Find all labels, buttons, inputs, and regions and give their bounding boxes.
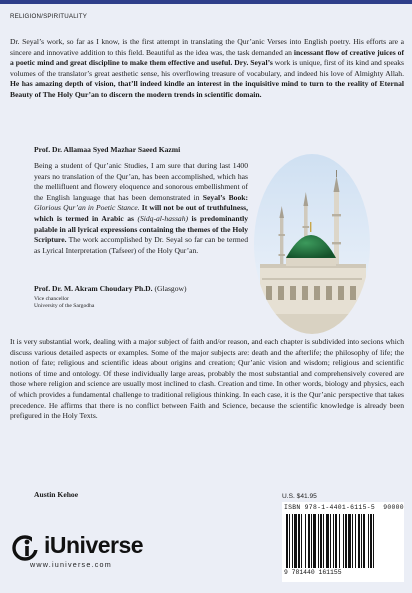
review1-bold-b: He has amazing depth of vision, that’ll indeed kindle an interest in the inquisitive mind to turn to the reality of Eternal Beauty of The Holy Qur’an to discern the modern trends in scientific domain. [10, 79, 404, 99]
isbn-barcode [282, 502, 404, 582]
review1-bold-a: incessant flow of creative juices of a poetic mind and great discipline to make them effective and useful. Dry. Seyal’s [10, 47, 405, 68]
review-paragraph-2 [34, 161, 248, 256]
top-accent-rule [0, 0, 412, 4]
reviewer-2-degree: (Glasgow) [152, 284, 187, 293]
reviewer-3-name: Austin Kehoe [34, 490, 79, 499]
isbn-addon: 90000 [383, 504, 404, 511]
publisher-url[interactable]: www.iuniverse.com [30, 560, 112, 569]
barcode-digits: 9 781440 161155 [284, 569, 342, 576]
review1-text-a: Dr. Seyal’s work, so far as I know, is the first attempt in translating the Qur’anic Verses into English poetry. His efforts are a sincere and innovative addition to this field. Beautiful as the idea was, the task demanded an [10, 37, 404, 57]
review2-bold-a: Seyal’s Book: [202, 192, 248, 202]
review1-text-b: work is unique, first of its kind and speaks volumes of the translator’s great aesthetic sense, his overflowing treasure of vocabulary, and indeed his love of Almighty Allah. [10, 58, 404, 78]
isbn-text [284, 504, 404, 511]
isbn-number: ISBN 978-1-4401-6115-5 [284, 504, 375, 511]
reviewer-1-credit: Prof. Dr. Allamaa Syed Mazhar Saeed Kazmi [34, 145, 181, 154]
review2-bold-b: It will not be out of truthfulness, which is termed in Arabic as [34, 203, 248, 223]
review2-bold-c: is predominantly palable in all lyrical expressions containing the themes of the Holy Scripture. [34, 213, 249, 245]
price-label: U.S. $41.95 [282, 493, 317, 500]
iuniverse-logo-icon [12, 535, 40, 561]
review2-arabic-term: (Sidq-al-hassah) [137, 213, 189, 223]
mosque-photo [254, 154, 370, 334]
reviewer-2-credit [34, 284, 187, 293]
review2-text-a: Being a student of Qur’anic Studies, I am sure that during last 1400 years no translation of the Qur’an, has been accomplished, which has the mellifluent and flowery eloquence and sonorous embellishment of the English language that has been demonstrated in [34, 161, 248, 202]
reviewer-2-title: Vice chancellor [34, 296, 69, 302]
review2-text-b: The work accomplished by Dr. Seyal so far can be termed as Lyrical Interpretation (Tafseer) of the Holy Qur’an. [34, 235, 248, 255]
review2-book-title: Glorious Qur’an in Poetic Stance. [34, 203, 140, 213]
review-paragraph-3: It is very substantial work, dealing with a major subject of faith and/or reason, and each chapter is subdivided into secions which discuss various detailed aspects or examples. Some of the major subjects are: death and the afterlife; the philosophy of life; the notion of fate; religious and scientific ideas about origins and creation; Qur’anic vision and wisdom; religious and scientific notions of time and ontology. Of these individually large areas, probably the most substantial and comprehensively covered are those where religion and science are usually most inclined to clash. Creation and time. In other words, biology and physics, each of which provides a fundamental challenge to traditional religious thinking. In each case, it is the Qur’anic perspective that takes precedence. He affirms that there is no conflict between Faith and Science, because the scientific knowledge is already been prefigured in the Holy Texts. [10, 337, 404, 421]
barcode-bars [286, 514, 400, 568]
reviewer-2-name: Prof. Dr. M. Akram Choudary Ph.D. [34, 284, 153, 293]
reviewer-2-organization: University of the Sargodha [34, 303, 95, 309]
publisher-name: iUniverse [44, 532, 144, 558]
category-label: RELIGION/SPIRITUALITY [10, 13, 88, 20]
review-paragraph-1 [10, 37, 404, 101]
